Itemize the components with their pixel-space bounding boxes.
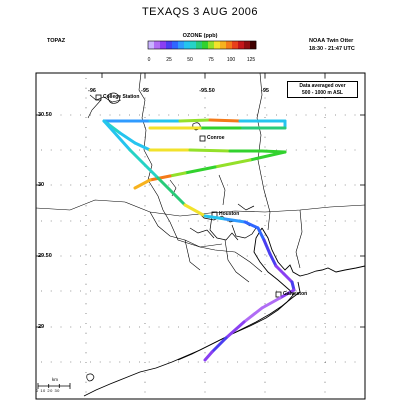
flight-track-segment	[130, 150, 158, 178]
lakes	[87, 93, 200, 381]
colorbar-title: OZONE (ppb)	[182, 33, 218, 39]
flight-track-segment	[135, 180, 150, 188]
city-label-conroe: Conroe	[207, 135, 225, 141]
flight-track-segment	[180, 120, 210, 121]
colorbar-tick: 75	[208, 57, 214, 63]
flight-track-segment	[185, 167, 215, 173]
colorbar-tick: 125	[246, 57, 256, 63]
flight-track-segment	[205, 352, 212, 360]
map-title: TEXAQS 3 AUG 2006	[141, 6, 259, 18]
instrument-label: TOPAZ	[47, 38, 66, 44]
time-range-label: 18:30 - 21:47 UTC	[309, 46, 355, 52]
lat-label: 30.50	[38, 112, 52, 118]
flight-track-segment	[215, 160, 250, 167]
colorbar-tick: 50	[187, 57, 193, 63]
flight-track-segment	[225, 219, 245, 222]
flight-track-segment	[190, 150, 230, 151]
averaging-legend	[287, 81, 358, 98]
flight-track	[104, 120, 294, 360]
city-marker-conroe	[200, 136, 205, 141]
lon-label: -95	[141, 88, 149, 94]
city-label-college-station: College Station	[103, 94, 140, 100]
lon-label: -95	[261, 88, 269, 94]
scale-tick-labels: 0 10 20 30	[36, 388, 60, 393]
graticule	[41, 78, 360, 396]
city-label-galveston: Galveston	[283, 291, 308, 297]
lat-label: 30	[38, 182, 45, 188]
flight-track-segment	[262, 298, 280, 308]
platform-label: NOAA Twin Otter	[309, 38, 354, 44]
lat-label: 29.50	[38, 253, 52, 259]
flight-track-segment	[210, 120, 240, 121]
frame-ticks	[36, 73, 365, 327]
city-markers	[96, 95, 281, 297]
coastline	[84, 228, 365, 396]
legend-line-1: Data averaged over	[299, 83, 346, 89]
colorbar-tick: 25	[166, 57, 172, 63]
lon-label: -96	[88, 88, 96, 94]
lat-label: 29	[38, 324, 45, 330]
lon-label: -95.50	[199, 88, 215, 94]
colorbar-tick: 0	[147, 57, 151, 63]
colorbar-tick: 100	[226, 57, 236, 63]
legend-line-2: 500 - 1000 m ASL	[302, 89, 343, 96]
county-borders	[36, 73, 365, 282]
flight-track-segment	[245, 222, 258, 228]
scale-unit-label: km	[52, 377, 58, 382]
flight-track-segment	[170, 173, 185, 176]
flight-track-segment	[135, 143, 150, 150]
flight-track-segment	[284, 274, 292, 282]
city-label-houston: Houston	[219, 211, 240, 217]
flight-track-segment	[250, 152, 285, 160]
